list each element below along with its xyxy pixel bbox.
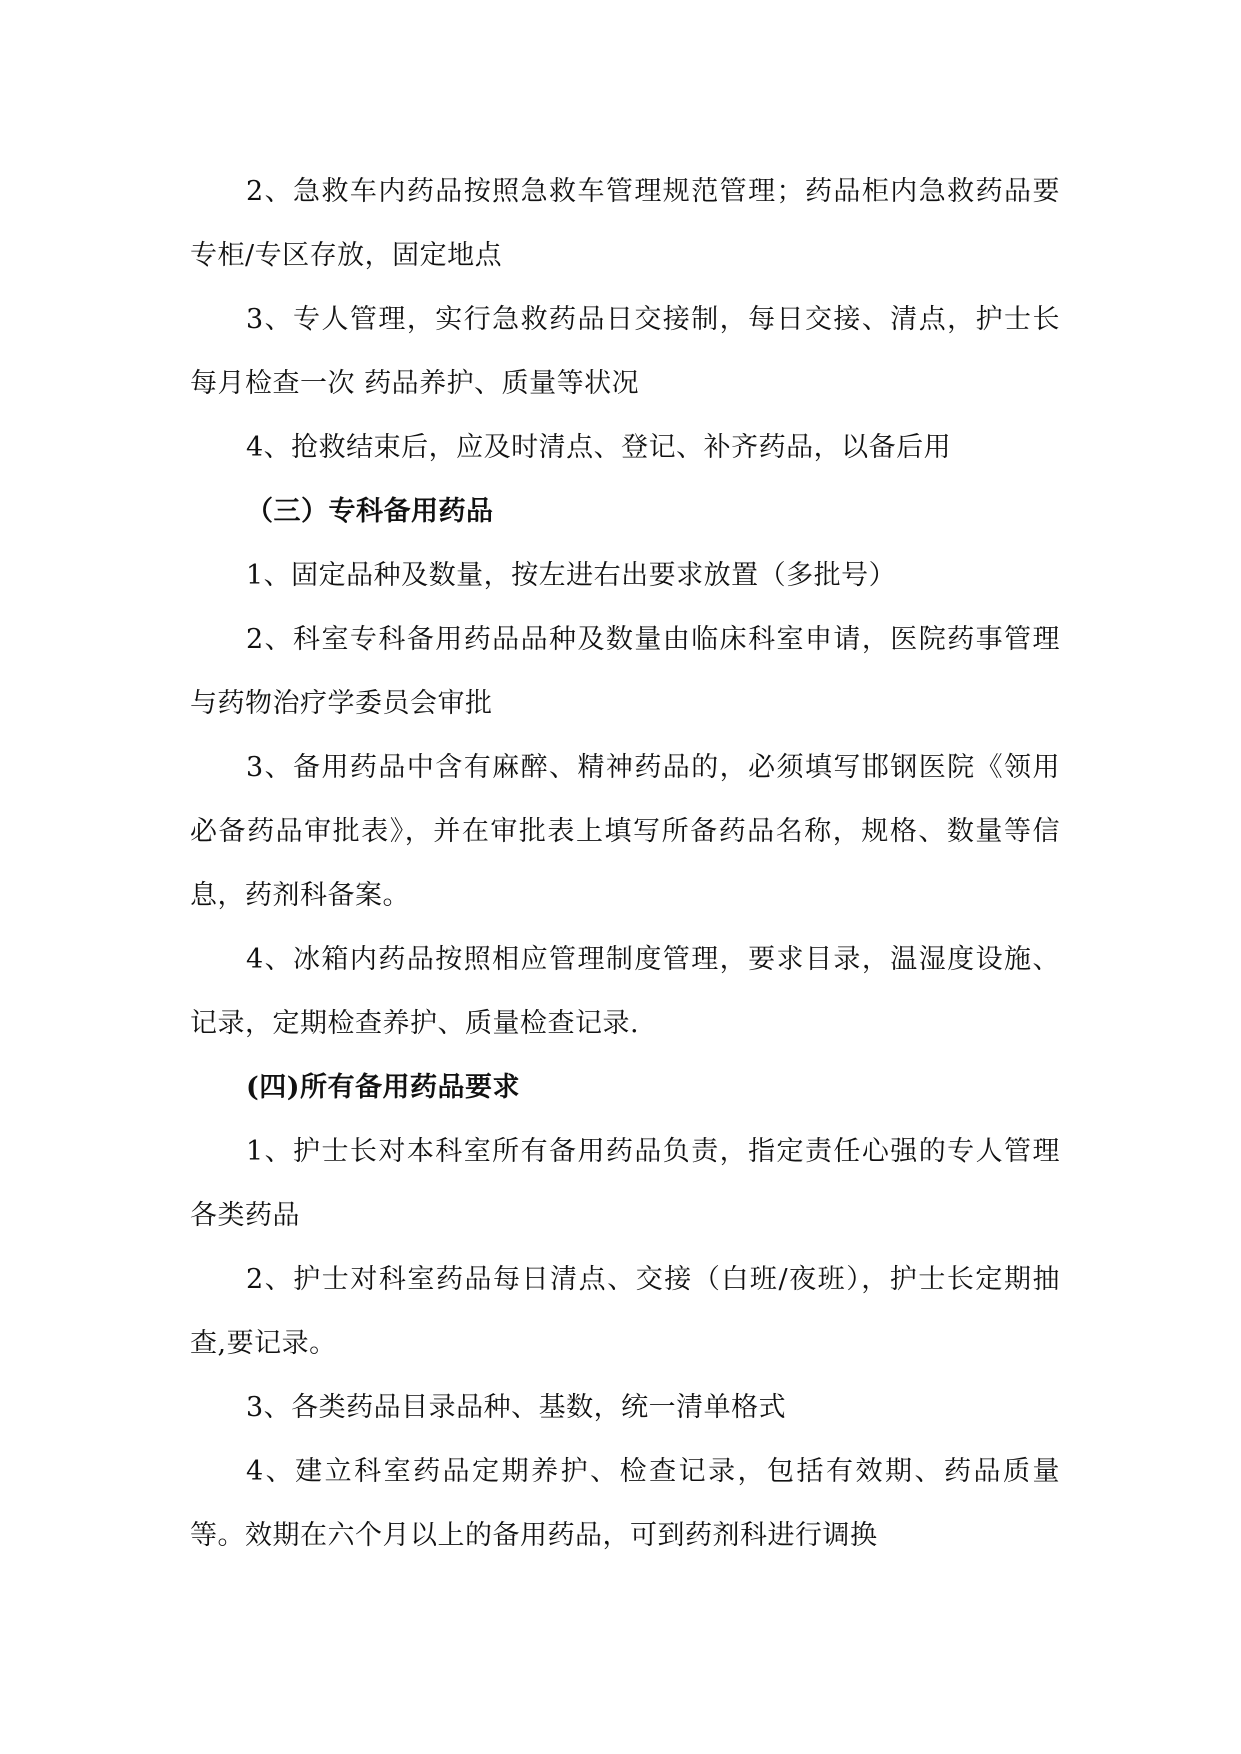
paragraph-fixed-varieties: 1、固定品种及数量，按左进右出要求放置（多批号）: [246, 560, 897, 591]
paragraph-emergency-cart: 2、急救车内药品按照急救车管理规范管理；药品柜内急救药品要专柜/专区存放，固定地点: [190, 176, 1060, 271]
paragraph-refrigerator-drugs: 4、冰箱内药品按照相应管理制度管理，要求目录，温湿度设施、记录，定期检查养护、质量检查记录.: [190, 944, 1060, 1039]
paragraph-maintenance-records: 4、建立科室药品定期养护、检查记录，包括有效期、药品质量等。效期在六个月以上的备用药品，可到药剂科进行调换: [190, 1456, 1060, 1551]
paragraph-dedicated-management: 3、专人管理，实行急救药品日交接制，每日交接、清点，护士长每月检查一次 药品养护、质量等状况: [190, 304, 1060, 399]
paragraph-department-application: 2、科室专科备用药品品种及数量由临床科室申请，医院药事管理与药物治疗学委员会审批: [190, 624, 1060, 719]
paragraph-unified-list: 3、各类药品目录品种、基数，统一清单格式: [246, 1392, 787, 1423]
paragraph-after-rescue: 4、抢救结束后，应及时清点、登记、补齐药品，以备后用: [246, 432, 952, 463]
paragraph-narcotic-drugs: 3、备用药品中含有麻醉、精神药品的，必须填写邯钢医院《领用必备药品审批表》，并在审批表上填写所备药品名称，规格、数量等信息，药剂科备案。: [190, 752, 1060, 911]
paragraph-head-nurse-responsibility: 1、护士长对本科室所有备用药品负责，指定责任心强的专人管理各类药品: [190, 1136, 1060, 1231]
document-body: [190, 160, 1060, 1568]
paragraph-daily-count: 2、护士对科室药品每日清点、交接（白班/夜班），护士长定期抽查,要记录。: [190, 1264, 1060, 1359]
section-heading-all-standby-drugs: (四)所有备用药品要求: [246, 1072, 521, 1103]
section-heading-specialty-drugs: （三）专科备用药品: [246, 496, 494, 527]
